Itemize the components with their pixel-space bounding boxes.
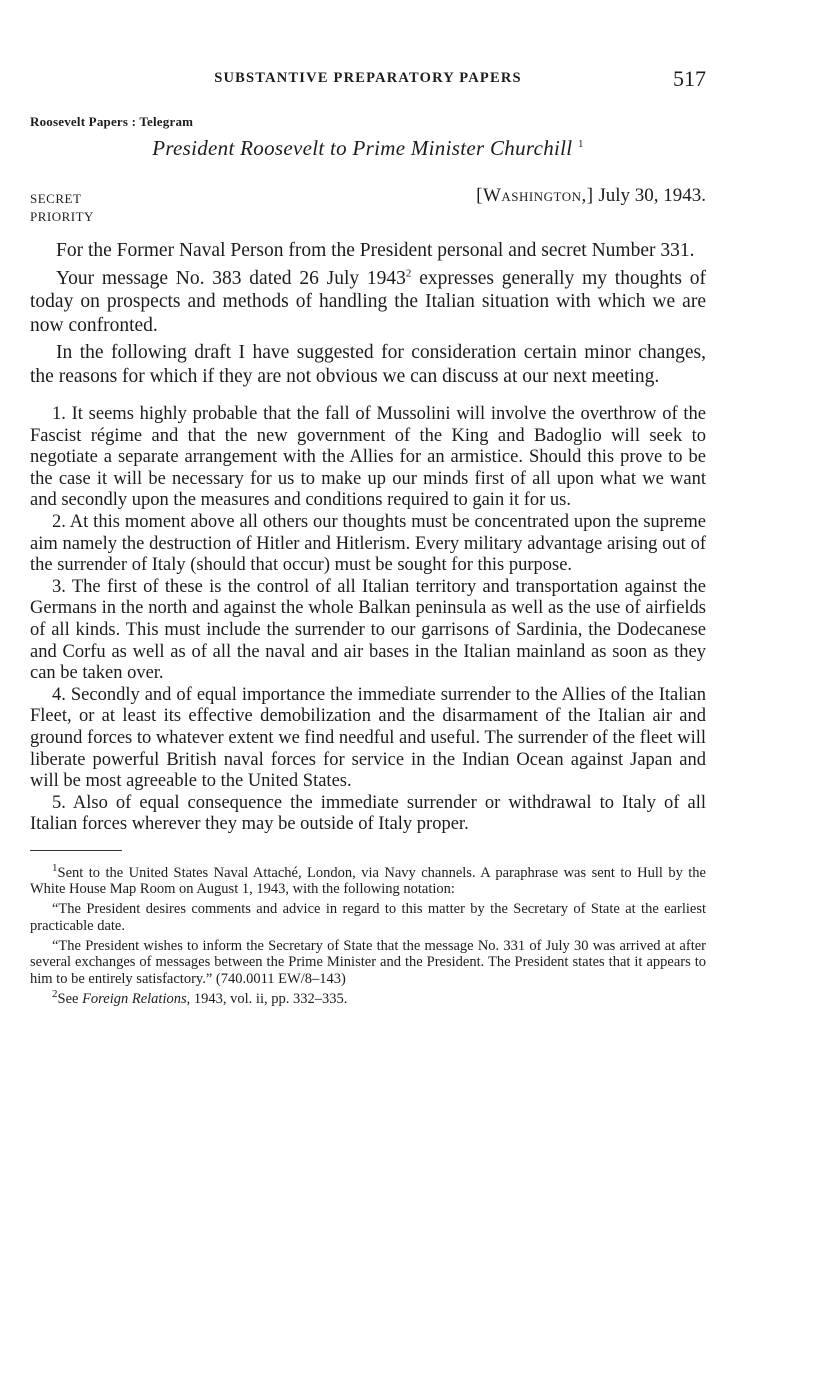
footnote-1-text: Sent to the United States Naval Attaché, London, via Navy channels. A paraphrase was sent to Hull by the White House Map Room on August 1, 1943, with the following notation: (30, 864, 706, 898)
dateline (476, 185, 706, 207)
document-title (30, 136, 706, 161)
footnote-2 (30, 988, 706, 1007)
draft-point-4: 4. Secondly and of equal importance the immediate surrender to the Allies of the Italian Fleet, or at least its effective demobilization and the disarmament of the Italian air and ground forces to whatever extent we find needful and useful. The surrender of the fleet will liberate powerful British naval forces for service in the Indian Ocean against Japan and will be most agreeable to the United States. (30, 684, 706, 792)
paragraph-2-start: Your message No. 383 dated 26 July 1943 (56, 267, 406, 289)
footnote-ref-1: 1 (577, 138, 584, 150)
draft-point-2: 2. At this moment above all others our thoughts must be concentrated upon the supreme aim namely the destruction of Hitler and Hitlerism. Every military advantage arising out of the surrender of Italy (should that occur) must be sought for this purpose. (30, 511, 706, 576)
meta-row (30, 185, 706, 207)
footnote-2-title: Foreign Relations (82, 990, 187, 1007)
paragraph-2 (30, 267, 706, 338)
footnote-1 (30, 862, 706, 898)
footnote-1-mark: 1 (52, 862, 58, 875)
running-title: SUBSTANTIVE PREPARATORY PAPERS (214, 70, 522, 86)
footnote-2-rest: , 1943, vol. ii, pp. 332–335. (186, 990, 348, 1007)
paragraph-3: In the following draft I have suggested for consideration certain minor changes, the reasons for which if they are not obvious we can discuss at our next meeting. (30, 342, 706, 387)
paragraph-1: For the Former Naval Person from the President personal and secret Number 331. (56, 240, 695, 261)
paragraph-2-end: expresses generally my thoughts of today on prospects and methods of handling the Italian situation with which we are now confronted. (30, 267, 706, 336)
footnote-divider (30, 850, 122, 851)
draft-point-5: 5. Also of equal consequence the immediate surrender or withdrawal to Italy of all Italian forces wherever they may be outside of Italy proper. (30, 792, 706, 835)
dateline-place: [Washington,] (476, 185, 594, 206)
footnote-2-lead: See (57, 990, 83, 1007)
document-title-text: President Roosevelt to Prime Minister Churchill (152, 136, 573, 160)
classification-priority: PRIORITY (30, 209, 94, 224)
document-page (30, 66, 706, 1011)
footnote-ref-2: 2 (405, 267, 412, 279)
draft-points (30, 404, 706, 836)
message-body (30, 239, 706, 388)
footnote-1-quote-1: “The President desires comments and advice in regard to this matter by the Secretary of State at the earliest practicable date. (30, 901, 706, 934)
footnotes (30, 862, 706, 1007)
footnote-2-mark: 2 (52, 988, 58, 1001)
footnote-1-quote-2: “The President wishes to inform the Secretary of State that the message No. 331 of July 30 was arrived at after several exchanges of messages between the Prime Minister and the President. The President states that it appears to him to be entirely satisfactory.” (740.0011 EW/8–143) (30, 938, 706, 987)
dateline-date: July 30, 1943. (598, 185, 706, 206)
page-number: 517 (673, 66, 706, 91)
draft-point-1: 1. It seems highly probable that the fall of Mussolini will involve the overthrow of the Fascist régime and that the new government of the King and Badoglio will seek to negotiate a separate arrangement with the Allies for an armistice. Should this prove to be the case it will be necessary for us to make up our minds first of all upon what we want and secondly upon the measures and conditions required to gain it for us. (30, 404, 706, 511)
source-line: Roosevelt Papers : Telegram (30, 114, 194, 129)
draft-point-3: 3. The first of these is the control of all Italian territory and transportation against the Germans in the north and against the whole Balkan peninsula as well as the use of airfields of all kinds. This must include the surrender to our garrisons of Sardinia, the Dodecanese and Corfu as well as of all the naval and air bases in the Italian mainland as soon as they can be taken over. (30, 576, 706, 684)
classification-secret: SECRET (30, 191, 82, 206)
running-head (30, 66, 706, 96)
